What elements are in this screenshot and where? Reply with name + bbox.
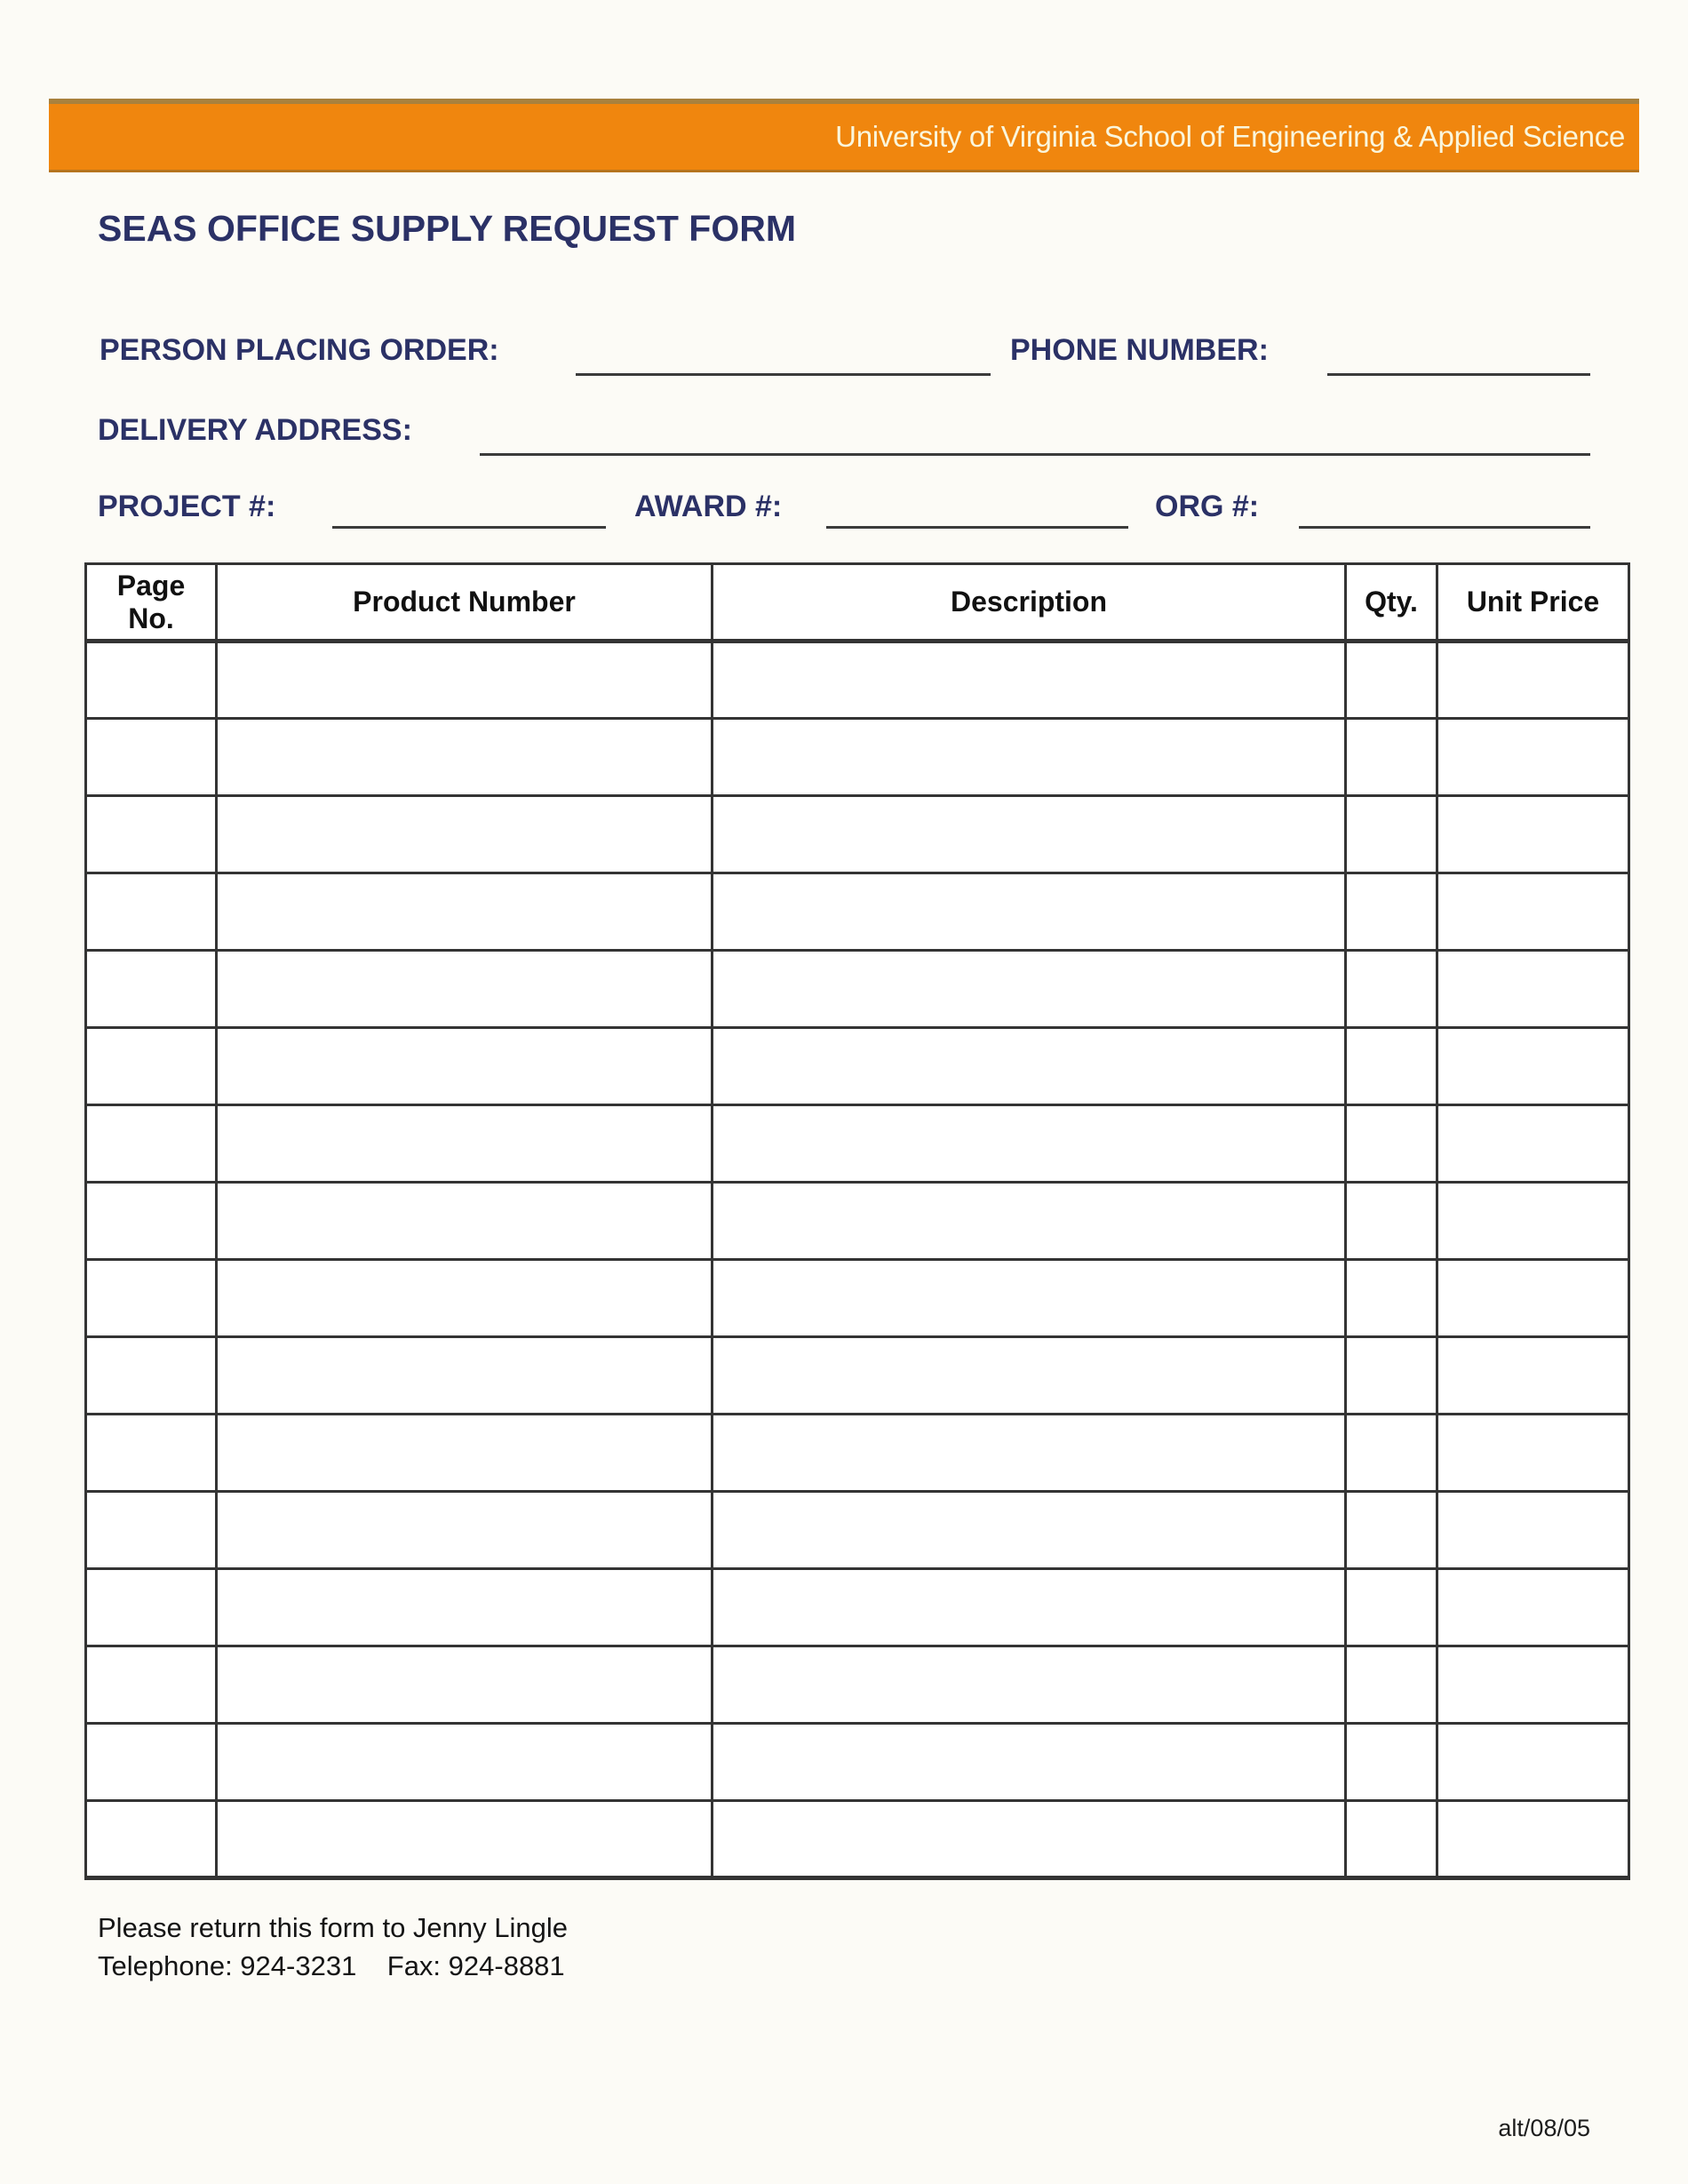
table-cell xyxy=(217,642,713,719)
column-header-page-no: Page No. xyxy=(86,564,217,642)
field-label-person-placing-order: PERSON PLACING ORDER: xyxy=(100,333,499,367)
table-cell xyxy=(86,1028,217,1105)
table-cell xyxy=(713,719,1346,796)
table-row xyxy=(86,1260,1629,1337)
header-row xyxy=(86,564,1629,642)
table-row xyxy=(86,873,1629,951)
table-cell xyxy=(217,1028,713,1105)
table-cell xyxy=(1437,642,1629,719)
table-row xyxy=(86,1646,1629,1724)
table-cell xyxy=(713,1260,1346,1337)
footer-note-block xyxy=(98,1909,568,1985)
university-banner xyxy=(49,99,1639,172)
table-cell xyxy=(86,1569,217,1646)
table-cell xyxy=(1437,1646,1629,1724)
table-cell xyxy=(1437,1337,1629,1415)
table-cell xyxy=(217,1492,713,1569)
table-cell xyxy=(86,1260,217,1337)
table-cell xyxy=(86,1337,217,1415)
table-cell xyxy=(1437,796,1629,873)
column-header-unit-price: Unit Price xyxy=(1437,564,1629,642)
field-label-org-number: ORG #: xyxy=(1155,490,1260,523)
table-cell xyxy=(713,642,1346,719)
table-cell xyxy=(713,1415,1346,1492)
supply-table-body xyxy=(86,642,1629,1878)
table-cell xyxy=(1437,1260,1629,1337)
table-cell xyxy=(217,1646,713,1724)
table-cell xyxy=(86,1724,217,1801)
table-cell xyxy=(217,873,713,951)
column-header-description: Description xyxy=(713,564,1346,642)
table-cell xyxy=(1437,1492,1629,1569)
field-line-org-number xyxy=(1299,526,1590,529)
table-cell xyxy=(217,1801,713,1878)
table-row xyxy=(86,1105,1629,1183)
table-cell xyxy=(713,1028,1346,1105)
table-cell xyxy=(713,1724,1346,1801)
table-cell xyxy=(1346,873,1437,951)
table-cell xyxy=(86,873,217,951)
field-line-award-number xyxy=(826,526,1128,529)
table-cell xyxy=(713,1569,1346,1646)
field-label-project-number: PROJECT #: xyxy=(98,490,276,523)
table-cell xyxy=(713,1492,1346,1569)
table-cell xyxy=(217,719,713,796)
field-label-delivery-address: DELIVERY ADDRESS: xyxy=(98,413,412,447)
footer-return-note: Please return this form to Jenny Lingle xyxy=(98,1912,568,1943)
field-label-award-number: AWARD #: xyxy=(634,490,783,523)
table-row xyxy=(86,1028,1629,1105)
table-row xyxy=(86,1492,1629,1569)
field-line-phone-number xyxy=(1327,373,1590,376)
table-cell xyxy=(1346,1569,1437,1646)
table-row xyxy=(86,1183,1629,1260)
table-cell xyxy=(1346,1492,1437,1569)
table-cell xyxy=(86,1801,217,1878)
table-cell xyxy=(713,1801,1346,1878)
table-row xyxy=(86,1724,1629,1801)
table-cell xyxy=(713,1183,1346,1260)
field-line-person-placing-order xyxy=(576,373,991,376)
table-cell xyxy=(86,1492,217,1569)
table-cell xyxy=(713,951,1346,1028)
field-line-delivery-address xyxy=(480,453,1590,456)
table-cell xyxy=(217,1183,713,1260)
table-cell xyxy=(1437,873,1629,951)
table-row xyxy=(86,796,1629,873)
table-cell xyxy=(713,873,1346,951)
table-cell xyxy=(1346,1028,1437,1105)
table-cell xyxy=(217,1415,713,1492)
table-cell xyxy=(1346,719,1437,796)
table-cell xyxy=(217,951,713,1028)
field-line-project-number xyxy=(332,526,606,529)
column-header-qty: Qty. xyxy=(1346,564,1437,642)
table-cell xyxy=(1346,951,1437,1028)
table-row xyxy=(86,1415,1629,1492)
table-cell xyxy=(86,951,217,1028)
table-cell xyxy=(86,796,217,873)
table-cell xyxy=(1346,1260,1437,1337)
table-cell xyxy=(1437,951,1629,1028)
table-cell xyxy=(86,642,217,719)
table-row xyxy=(86,642,1629,719)
footer-contact: Telephone: 924-3231 Fax: 924-8881 xyxy=(98,1950,565,1981)
table-cell xyxy=(217,1569,713,1646)
table-cell xyxy=(1346,642,1437,719)
table-cell xyxy=(1437,1028,1629,1105)
supply-table-header xyxy=(86,564,1629,642)
table-cell xyxy=(1437,1724,1629,1801)
table-row xyxy=(86,1337,1629,1415)
table-cell xyxy=(1346,1183,1437,1260)
form-title: SEAS OFFICE SUPPLY REQUEST FORM xyxy=(98,208,796,249)
supply-table xyxy=(84,562,1630,1880)
table-cell xyxy=(1437,1569,1629,1646)
table-cell xyxy=(1346,1646,1437,1724)
table-cell xyxy=(1346,796,1437,873)
table-cell xyxy=(713,1337,1346,1415)
table-cell xyxy=(86,719,217,796)
table-cell xyxy=(86,1183,217,1260)
table-cell xyxy=(86,1105,217,1183)
table-cell xyxy=(1346,1105,1437,1183)
table-row xyxy=(86,1801,1629,1878)
table-cell xyxy=(217,1724,713,1801)
doc-code: alt/08/05 xyxy=(1498,2115,1590,2141)
table-cell xyxy=(217,1260,713,1337)
table-cell xyxy=(217,1337,713,1415)
table-cell xyxy=(1346,1801,1437,1878)
table-cell xyxy=(713,1646,1346,1724)
table-cell xyxy=(1437,1105,1629,1183)
table-cell xyxy=(713,796,1346,873)
table-row xyxy=(86,951,1629,1028)
table-cell xyxy=(1437,719,1629,796)
table-cell xyxy=(1437,1183,1629,1260)
table-cell xyxy=(1437,1415,1629,1492)
table-cell xyxy=(1346,1724,1437,1801)
table-cell xyxy=(1437,1801,1629,1878)
table-cell xyxy=(1346,1337,1437,1415)
table-cell xyxy=(86,1415,217,1492)
table-row xyxy=(86,1569,1629,1646)
table-cell xyxy=(1346,1415,1437,1492)
table-cell xyxy=(86,1646,217,1724)
column-header-product-number: Product Number xyxy=(217,564,713,642)
table-cell xyxy=(217,796,713,873)
table-row xyxy=(86,719,1629,796)
banner-title: University of Virginia School of Engineering & Applied Science xyxy=(835,120,1625,153)
field-label-phone-number: PHONE NUMBER: xyxy=(1010,333,1269,367)
table-cell xyxy=(713,1105,1346,1183)
table-cell xyxy=(217,1105,713,1183)
